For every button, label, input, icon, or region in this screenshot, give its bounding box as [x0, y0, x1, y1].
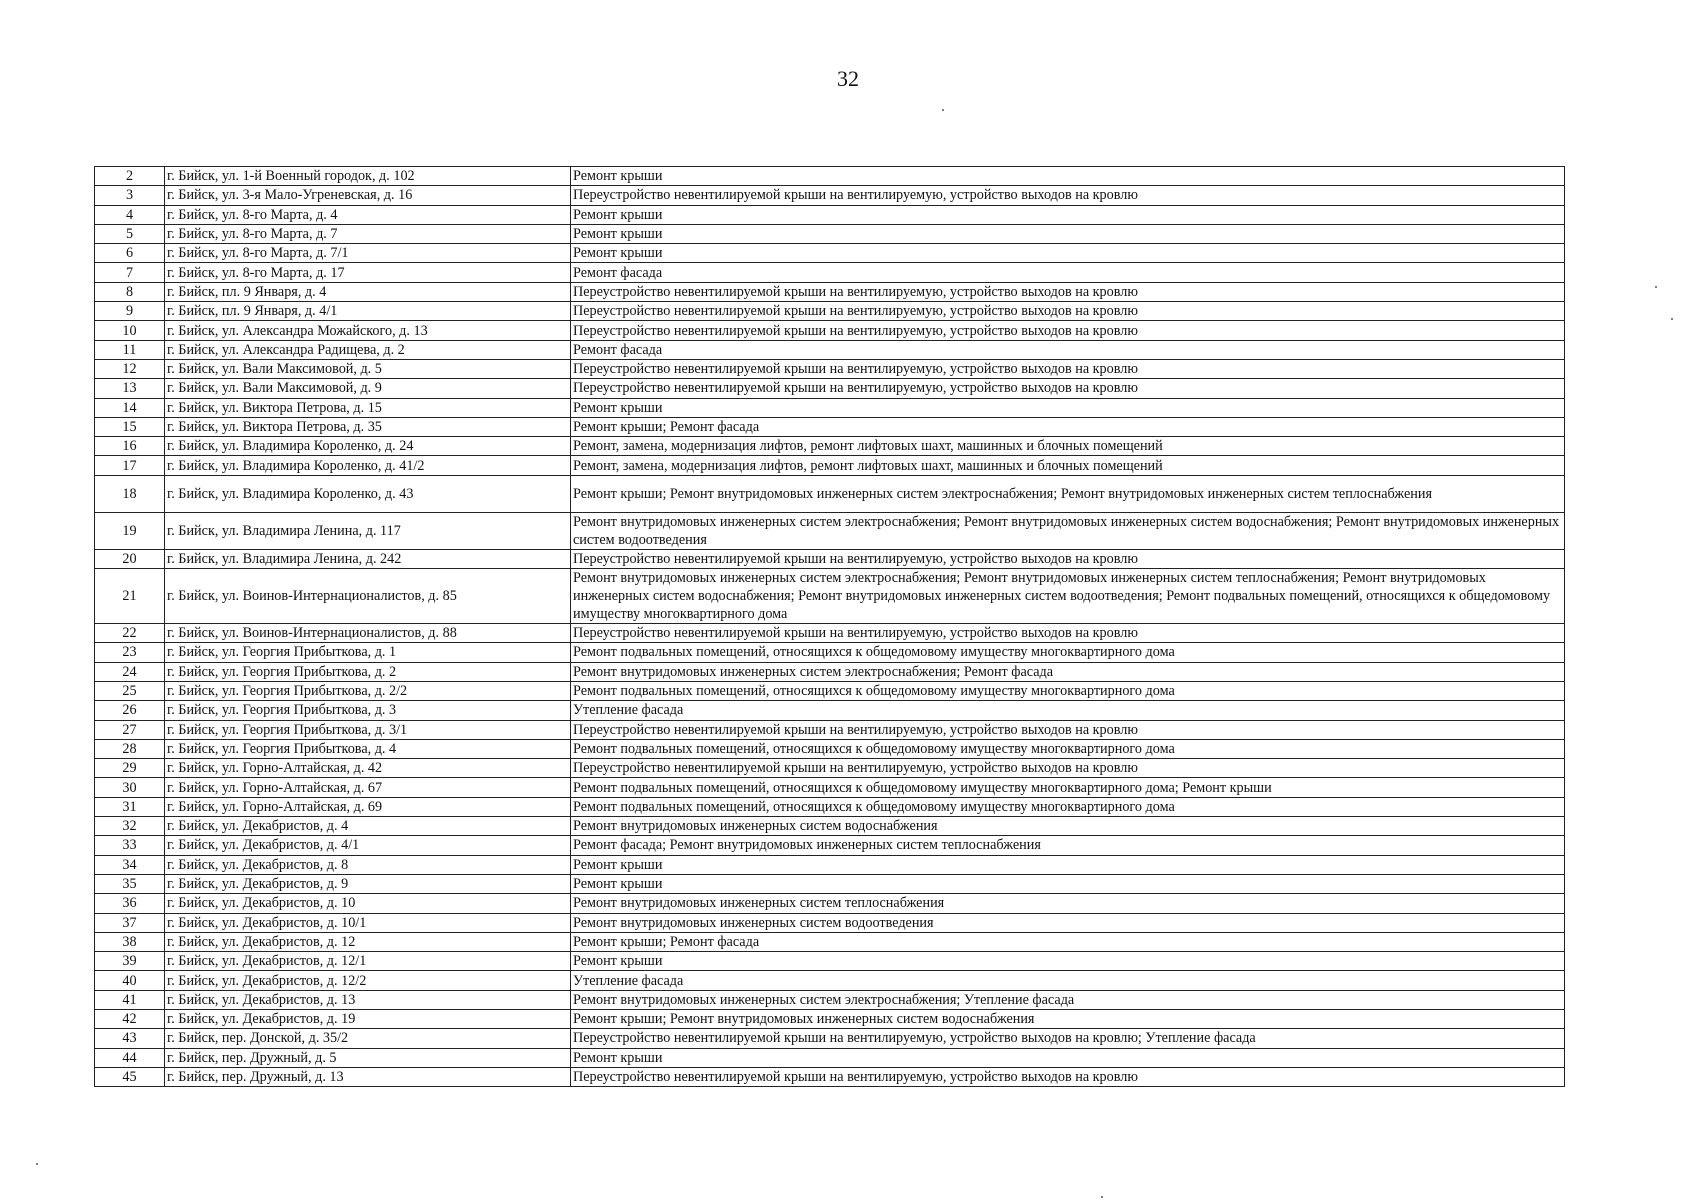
- table-row: [95, 701, 1565, 720]
- table-row: [95, 894, 1565, 913]
- row-number-cell: 21: [95, 569, 165, 624]
- work-type-cell: Переустройство невентилируемой крыши на вентилируемую, устройство выходов на кровлю: [571, 379, 1565, 398]
- address-cell: г. Бийск, пер. Дружный, д. 5: [165, 1048, 571, 1067]
- address-cell: г. Бийск, ул. Владимира Короленко, д. 41/2: [165, 456, 571, 475]
- work-type-cell: Ремонт крыши: [571, 952, 1565, 971]
- work-type-cell: Переустройство невентилируемой крыши на вентилируемую, устройство выходов на кровлю; Утепление фасада: [571, 1029, 1565, 1048]
- scan-speck: [1101, 1196, 1103, 1198]
- table-row: [95, 379, 1565, 398]
- table-row: [95, 549, 1565, 568]
- address-cell: г. Бийск, ул. Декабристов, д. 12/2: [165, 971, 571, 990]
- work-type-cell: Утепление фасада: [571, 701, 1565, 720]
- table-row: [95, 1009, 1565, 1028]
- table-row: [95, 739, 1565, 758]
- table-row: [95, 624, 1565, 643]
- row-number-cell: 33: [95, 836, 165, 855]
- table-row: [95, 1048, 1565, 1067]
- work-type-cell: Ремонт крыши: [571, 1048, 1565, 1067]
- address-cell: г. Бийск, ул. Декабристов, д. 13: [165, 990, 571, 1009]
- table-row: [95, 302, 1565, 321]
- row-number-cell: 19: [95, 512, 165, 549]
- work-type-cell: Ремонт внутридомовых инженерных систем теплоснабжения: [571, 894, 1565, 913]
- row-number-cell: 26: [95, 701, 165, 720]
- work-type-cell: Переустройство невентилируемой крыши на вентилируемую, устройство выходов на кровлю: [571, 759, 1565, 778]
- address-cell: г. Бийск, ул. Вали Максимовой, д. 9: [165, 379, 571, 398]
- address-cell: г. Бийск, ул. Декабристов, д. 8: [165, 855, 571, 874]
- work-type-cell: Ремонт крыши: [571, 874, 1565, 893]
- table-row: [95, 475, 1565, 512]
- table-row: [95, 874, 1565, 893]
- row-number-cell: 45: [95, 1067, 165, 1086]
- table-row: [95, 340, 1565, 359]
- table-row: [95, 1029, 1565, 1048]
- row-number-cell: 4: [95, 205, 165, 224]
- row-number-cell: 37: [95, 913, 165, 932]
- table-row: [95, 512, 1565, 549]
- row-number-cell: 38: [95, 932, 165, 951]
- row-number-cell: 42: [95, 1009, 165, 1028]
- work-type-cell: Ремонт подвальных помещений, относящихся к общедомовому имуществу многоквартирного дома: [571, 797, 1565, 816]
- scan-speck: [1671, 318, 1673, 320]
- address-cell: г. Бийск, ул. Декабристов, д. 12/1: [165, 952, 571, 971]
- address-cell: г. Бийск, ул. Воинов-Интернационалистов, д. 88: [165, 624, 571, 643]
- work-type-cell: Ремонт подвальных помещений, относящихся к общедомовому имуществу многоквартирного дома: [571, 739, 1565, 758]
- table-row: [95, 836, 1565, 855]
- row-number-cell: 44: [95, 1048, 165, 1067]
- table-row: [95, 817, 1565, 836]
- address-cell: г. Бийск, ул. Горно-Алтайская, д. 42: [165, 759, 571, 778]
- scan-speck: [1655, 286, 1657, 288]
- work-type-cell: Ремонт фасада: [571, 263, 1565, 282]
- work-type-cell: Ремонт, замена, модернизация лифтов, ремонт лифтовых шахт, машинных и блочных помещений: [571, 437, 1565, 456]
- address-cell: г. Бийск, пер. Дружный, д. 13: [165, 1067, 571, 1086]
- repair-works-table: [94, 166, 1565, 1087]
- scan-speck: [36, 1163, 38, 1165]
- address-cell: г. Бийск, ул. Виктора Петрова, д. 15: [165, 398, 571, 417]
- work-type-cell: Переустройство невентилируемой крыши на вентилируемую, устройство выходов на кровлю: [571, 282, 1565, 301]
- row-number-cell: 18: [95, 475, 165, 512]
- row-number-cell: 43: [95, 1029, 165, 1048]
- table-row: [95, 971, 1565, 990]
- row-number-cell: 29: [95, 759, 165, 778]
- table-row: [95, 321, 1565, 340]
- address-cell: г. Бийск, ул. Георгия Прибыткова, д. 4: [165, 739, 571, 758]
- address-cell: г. Бийск, ул. 8-го Марта, д. 7/1: [165, 244, 571, 263]
- work-type-cell: Переустройство невентилируемой крыши на вентилируемую, устройство выходов на кровлю: [571, 720, 1565, 739]
- work-type-cell: Ремонт подвальных помещений, относящихся к общедомовому имуществу многоквартирного дома: [571, 681, 1565, 700]
- row-number-cell: 12: [95, 359, 165, 378]
- address-cell: г. Бийск, ул. 3-я Мало-Угреневская, д. 16: [165, 186, 571, 205]
- work-type-cell: Ремонт крыши; Ремонт внутридомовых инженерных систем водоснабжения: [571, 1009, 1565, 1028]
- work-type-cell: Ремонт внутридомовых инженерных систем водоснабжения: [571, 817, 1565, 836]
- table-row: [95, 990, 1565, 1009]
- table-row: [95, 913, 1565, 932]
- work-type-cell: Ремонт подвальных помещений, относящихся к общедомовому имуществу многоквартирного дома: [571, 643, 1565, 662]
- address-cell: г. Бийск, пл. 9 Января, д. 4: [165, 282, 571, 301]
- work-type-cell: Ремонт внутридомовых инженерных систем электроснабжения; Утепление фасада: [571, 990, 1565, 1009]
- row-number-cell: 22: [95, 624, 165, 643]
- work-type-cell: Ремонт внутридомовых инженерных систем электроснабжения; Ремонт фасада: [571, 662, 1565, 681]
- address-cell: г. Бийск, ул. Декабристов, д. 10/1: [165, 913, 571, 932]
- address-cell: г. Бийск, ул. Горно-Алтайская, д. 69: [165, 797, 571, 816]
- address-cell: г. Бийск, ул. Георгия Прибыткова, д. 3: [165, 701, 571, 720]
- address-cell: г. Бийск, пер. Донской, д. 35/2: [165, 1029, 571, 1048]
- row-number-cell: 36: [95, 894, 165, 913]
- work-type-cell: Ремонт крыши; Ремонт фасада: [571, 932, 1565, 951]
- table-row: [95, 359, 1565, 378]
- table-row: [95, 797, 1565, 816]
- table-row: [95, 437, 1565, 456]
- row-number-cell: 13: [95, 379, 165, 398]
- row-number-cell: 17: [95, 456, 165, 475]
- table-row: [95, 662, 1565, 681]
- work-type-cell: Ремонт внутридомовых инженерных систем электроснабжения; Ремонт внутридомовых инженерных систем теплоснабжения; Ремонт внутридомовых инженерных систем водоснабжения; Ремонт внутридомовых инженерных систем водоотведения; Ремонт подвальных помещений, относящихся к общедомовому имуществу многоквартирного дома: [571, 569, 1565, 624]
- address-cell: г. Бийск, ул. Вали Максимовой, д. 5: [165, 359, 571, 378]
- row-number-cell: 10: [95, 321, 165, 340]
- table-row: [95, 205, 1565, 224]
- work-type-cell: Ремонт внутридомовых инженерных систем электроснабжения; Ремонт внутридомовых инженерных систем водоснабжения; Ремонт внутридомовых инженерных систем водоотведения: [571, 512, 1565, 549]
- table-row: [95, 1067, 1565, 1086]
- work-type-cell: Ремонт подвальных помещений, относящихся к общедомовому имуществу многоквартирного дома; Ремонт крыши: [571, 778, 1565, 797]
- table-row: [95, 282, 1565, 301]
- table-row: [95, 569, 1565, 624]
- table-body: [95, 167, 1565, 1087]
- row-number-cell: 25: [95, 681, 165, 700]
- work-type-cell: Ремонт крыши: [571, 244, 1565, 263]
- work-type-cell: Ремонт крыши: [571, 224, 1565, 243]
- scan-speck: [942, 109, 944, 111]
- row-number-cell: 3: [95, 186, 165, 205]
- row-number-cell: 32: [95, 817, 165, 836]
- row-number-cell: 16: [95, 437, 165, 456]
- row-number-cell: 8: [95, 282, 165, 301]
- row-number-cell: 20: [95, 549, 165, 568]
- address-cell: г. Бийск, ул. Декабристов, д. 19: [165, 1009, 571, 1028]
- address-cell: г. Бийск, ул. Декабристов, д. 12: [165, 932, 571, 951]
- address-cell: г. Бийск, ул. 1-й Военный городок, д. 102: [165, 167, 571, 186]
- work-type-cell: Ремонт крыши; Ремонт внутридомовых инженерных систем электроснабжения; Ремонт внутридомовых инженерных систем теплоснабжения: [571, 475, 1565, 512]
- address-cell: г. Бийск, ул. Владимира Короленко, д. 43: [165, 475, 571, 512]
- work-type-cell: Переустройство невентилируемой крыши на вентилируемую, устройство выходов на кровлю: [571, 302, 1565, 321]
- address-cell: г. Бийск, ул. 8-го Марта, д. 4: [165, 205, 571, 224]
- row-number-cell: 34: [95, 855, 165, 874]
- work-type-cell: Переустройство невентилируемой крыши на вентилируемую, устройство выходов на кровлю: [571, 321, 1565, 340]
- row-number-cell: 40: [95, 971, 165, 990]
- work-type-cell: Переустройство невентилируемой крыши на вентилируемую, устройство выходов на кровлю: [571, 1067, 1565, 1086]
- work-type-cell: Переустройство невентилируемой крыши на вентилируемую, устройство выходов на кровлю: [571, 624, 1565, 643]
- table-row: [95, 244, 1565, 263]
- work-type-cell: Ремонт крыши: [571, 398, 1565, 417]
- table-row: [95, 643, 1565, 662]
- row-number-cell: 9: [95, 302, 165, 321]
- work-type-cell: Переустройство невентилируемой крыши на вентилируемую, устройство выходов на кровлю: [571, 549, 1565, 568]
- table-row: [95, 681, 1565, 700]
- work-type-cell: Ремонт крыши; Ремонт фасада: [571, 417, 1565, 436]
- table-row: [95, 263, 1565, 282]
- table-row: [95, 855, 1565, 874]
- work-type-cell: Переустройство невентилируемой крыши на вентилируемую, устройство выходов на кровлю: [571, 359, 1565, 378]
- address-cell: г. Бийск, ул. Декабристов, д. 4/1: [165, 836, 571, 855]
- row-number-cell: 23: [95, 643, 165, 662]
- work-type-cell: Ремонт крыши: [571, 167, 1565, 186]
- row-number-cell: 15: [95, 417, 165, 436]
- address-cell: г. Бийск, ул. Александра Радищева, д. 2: [165, 340, 571, 359]
- address-cell: г. Бийск, ул. Александра Можайского, д. 13: [165, 321, 571, 340]
- row-number-cell: 35: [95, 874, 165, 893]
- row-number-cell: 41: [95, 990, 165, 1009]
- row-number-cell: 5: [95, 224, 165, 243]
- address-cell: г. Бийск, ул. Виктора Петрова, д. 35: [165, 417, 571, 436]
- address-cell: г. Бийск, ул. Георгия Прибыткова, д. 2: [165, 662, 571, 681]
- address-cell: г. Бийск, ул. Георгия Прибыткова, д. 1: [165, 643, 571, 662]
- address-cell: г. Бийск, ул. Владимира Ленина, д. 242: [165, 549, 571, 568]
- work-type-cell: Переустройство невентилируемой крыши на вентилируемую, устройство выходов на кровлю: [571, 186, 1565, 205]
- row-number-cell: 27: [95, 720, 165, 739]
- address-cell: г. Бийск, ул. Горно-Алтайская, д. 67: [165, 778, 571, 797]
- address-cell: г. Бийск, ул. 8-го Марта, д. 17: [165, 263, 571, 282]
- address-cell: г. Бийск, ул. Декабристов, д. 9: [165, 874, 571, 893]
- row-number-cell: 28: [95, 739, 165, 758]
- address-cell: г. Бийск, ул. Георгия Прибыткова, д. 2/2: [165, 681, 571, 700]
- address-cell: г. Бийск, ул. Декабристов, д. 4: [165, 817, 571, 836]
- address-cell: г. Бийск, ул. Владимира Ленина, д. 117: [165, 512, 571, 549]
- row-number-cell: 7: [95, 263, 165, 282]
- row-number-cell: 2: [95, 167, 165, 186]
- row-number-cell: 6: [95, 244, 165, 263]
- address-cell: г. Бийск, ул. Воинов-Интернационалистов, д. 85: [165, 569, 571, 624]
- address-cell: г. Бийск, пл. 9 Января, д. 4/1: [165, 302, 571, 321]
- work-type-cell: Ремонт фасада; Ремонт внутридомовых инженерных систем теплоснабжения: [571, 836, 1565, 855]
- work-type-cell: Ремонт крыши: [571, 855, 1565, 874]
- row-number-cell: 31: [95, 797, 165, 816]
- row-number-cell: 39: [95, 952, 165, 971]
- table-row: [95, 759, 1565, 778]
- work-type-cell: Ремонт, замена, модернизация лифтов, ремонт лифтовых шахт, машинных и блочных помещений: [571, 456, 1565, 475]
- address-cell: г. Бийск, ул. 8-го Марта, д. 7: [165, 224, 571, 243]
- table-row: [95, 224, 1565, 243]
- work-type-cell: Ремонт крыши: [571, 205, 1565, 224]
- table-row: [95, 778, 1565, 797]
- row-number-cell: 14: [95, 398, 165, 417]
- table-row: [95, 417, 1565, 436]
- row-number-cell: 11: [95, 340, 165, 359]
- table-row: [95, 720, 1565, 739]
- table-row: [95, 398, 1565, 417]
- address-cell: г. Бийск, ул. Декабристов, д. 10: [165, 894, 571, 913]
- work-type-cell: Утепление фасада: [571, 971, 1565, 990]
- table-row: [95, 456, 1565, 475]
- work-type-cell: Ремонт внутридомовых инженерных систем водоотведения: [571, 913, 1565, 932]
- work-type-cell: Ремонт фасада: [571, 340, 1565, 359]
- address-cell: г. Бийск, ул. Владимира Короленко, д. 24: [165, 437, 571, 456]
- address-cell: г. Бийск, ул. Георгия Прибыткова, д. 3/1: [165, 720, 571, 739]
- page-number: 32: [837, 66, 859, 91]
- table-row: [95, 932, 1565, 951]
- table-row: [95, 952, 1565, 971]
- row-number-cell: 30: [95, 778, 165, 797]
- row-number-cell: 24: [95, 662, 165, 681]
- table-row: [95, 186, 1565, 205]
- table-row: [95, 167, 1565, 186]
